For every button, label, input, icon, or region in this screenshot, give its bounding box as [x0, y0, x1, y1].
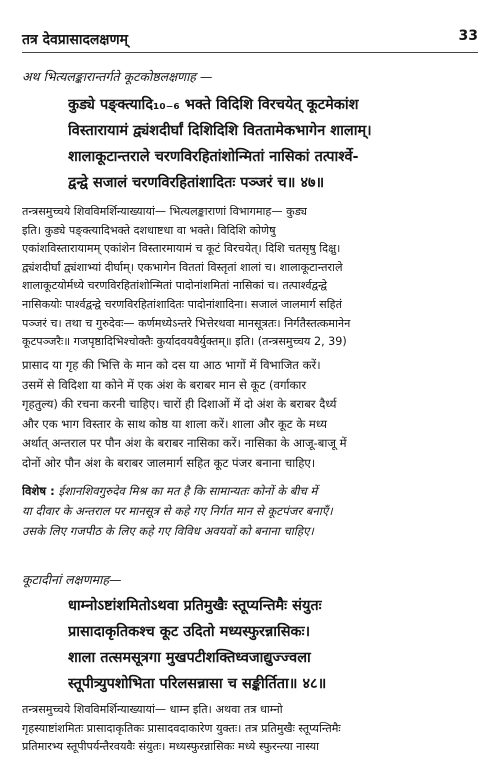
running-header	[22, 30, 478, 53]
commentary-line: एकांशविस्तारायामम् एकांशेन विस्तारमायामं च कूटं विरचयेत्। दिशि चतसृषु दिक्षु।	[22, 242, 341, 256]
verse-48	[68, 593, 478, 697]
commentary-line: प्रतिमारभ्य स्तूपीपर्यन्तैरवयवैः संयुतः। मध्यस्फुरन्नासिकः मध्ये स्फुरन्त्या नास्या	[22, 740, 320, 754]
verse-line: विस्तारायामं द्व्यंशदीर्घां दिशिदिशि विततामेकभागेन शालाम्।	[68, 123, 372, 139]
verse-line: कुड्ये पङ्क्त्यादि₁₀₋₆ भक्ते विदिशि विरचयेत् कूटमेकांश	[68, 97, 359, 113]
note-line	[22, 481, 480, 501]
note-line: या दीवार के अन्तराल पर मानसूत्र से कहे गए निर्गत मान से कूटपंजर बनाएँ।	[22, 504, 333, 518]
verse-line: द्वन्द्वे सजालं चरणविरहितांशादितः पञ्जरं च॥ ४७॥	[68, 175, 325, 191]
verse-line: स्तूपीत्र्युपशोभिता परिलसन्नासा च सङ्कीर्तिता॥ ४८॥	[68, 676, 327, 692]
verse-line: प्रासादाकृतिकश्च कूट उदितो मध्यस्फुरन्नासिकः।	[68, 624, 311, 640]
special-note	[22, 481, 480, 541]
verse-47	[68, 92, 478, 196]
commentary-48	[22, 701, 480, 757]
commentary-line: गृहस्याष्टांशमितः प्रासादाकृतिकः प्रासादवदाकारेण युक्तः। तत्र प्रतिमुखैः स्तूप्यन्तिमैः	[22, 721, 341, 735]
commentary-47	[22, 203, 480, 352]
note-label: विशेष :	[22, 484, 55, 498]
hindi-line: दोनों ओर पौन अंश के बराबर जालमार्ग सहित कूट पंजर बनाना चाहिए।	[22, 455, 316, 470]
commentary-line: तन्त्रसमुच्चये शिवविमर्शिन्याख्यायां— धाम्न इति। अथवा तत्र धाम्नो	[22, 703, 283, 716]
commentary-line: कूटपञ्जरैः॥ गजपृष्ठादिभिश्चोक्तैः कुर्यादवयवैर्युक्तम्॥ इति। (तन्त्रसमुच्चय 2, 39)	[22, 335, 347, 349]
running-title: तत्र देवप्रासादलक्षणम्	[22, 32, 128, 48]
verse-line: शालाकूटान्तराले चरणविरहितांशोन्मितां नासिकां तत्पार्श्वे-	[68, 149, 359, 165]
verse-line: शाला तत्समसूत्रगा मुखपटीशक्तिध्वजाद्युज्ज्वला	[68, 650, 311, 666]
verse-line: धाम्नोऽष्टांशमितोऽथवा प्रतिमुखैः स्तूप्यन्तिमैः संयुतः	[68, 598, 322, 614]
note-text: ईशानशिवगुरुदेव मिश्र का मत है कि सामान्यतः कोनों के बीच में	[54, 484, 318, 498]
note-line: उसके लिए गजपीठ के लिए कहे गए विविध अवयवों को बनाना चाहिए।	[22, 524, 314, 538]
commentary-line: शालाकूटयोर्मध्ये चरणविरहितांशोन्मितां पादोनांशमितां नासिकां च। तत्पार्श्वद्वन्द्वे	[22, 279, 327, 293]
commentary-line: नासिकयोः पार्श्वद्वन्द्वे चरणविरहितांशादितः पादोनांशादिना। सजालं जालमार्ग सहितं	[22, 297, 342, 311]
commentary-line: द्व्यंशदीर्घां द्व्यंशाभ्यां दीर्घाम्। एकभागेन विततां विस्तृतां शालां च। शालाकूटान्तराले	[22, 260, 343, 274]
commentary-line: पञ्जरं च। तथा च गुरुदेवः— कर्णमध्येऽन्तरे भित्तेरथवा मानसूत्रतः। निर्गतैस्तत्कमानेन	[22, 316, 351, 330]
hindi-line: प्रासाद या गृह की भित्ति के मान को दस या आठ भागों में विभाजित करें।	[22, 358, 321, 372]
commentary-line: तन्त्रसमुच्चये शिवविमर्शिन्याख्यायां— भित्यलङ्काराणां विभागमाह— कुड्य	[22, 205, 307, 218]
hindi-line: उसमें से विदिशा या कोने में एक अंश के बराबर मान से कूट (वर्गाकार	[22, 377, 307, 392]
hindi-line: अर्थात् अन्तराल पर पौन अंश के बराबर नासिका करें। नासिका के आजू-बाजू में	[22, 436, 347, 450]
hindi-line: गृहतुल्य) की रचना करनी चाहिए। चारों ही दिशाओं में दो अंश के बराबर दैर्ध्य	[22, 397, 337, 411]
page-number: 33	[458, 28, 478, 44]
hindi-line: और एक भाग विस्तार के साथ कोष्ठ या शाला करें। शाला और कूट के मध्य	[22, 416, 327, 431]
commentary-line: इति। कुड्ये पङ्क्त्यादिभक्ते दशधाष्टधा वा भक्ते। विदिशि कोणेषु	[22, 223, 276, 237]
section1-intro: अथ भित्यलङ्कारान्तर्गते कूटकोष्ठलक्षणाह —	[22, 69, 213, 84]
section2-intro: कूटादीनां लक्षणमाह—	[22, 572, 122, 587]
hindi-translation-47	[22, 356, 480, 473]
